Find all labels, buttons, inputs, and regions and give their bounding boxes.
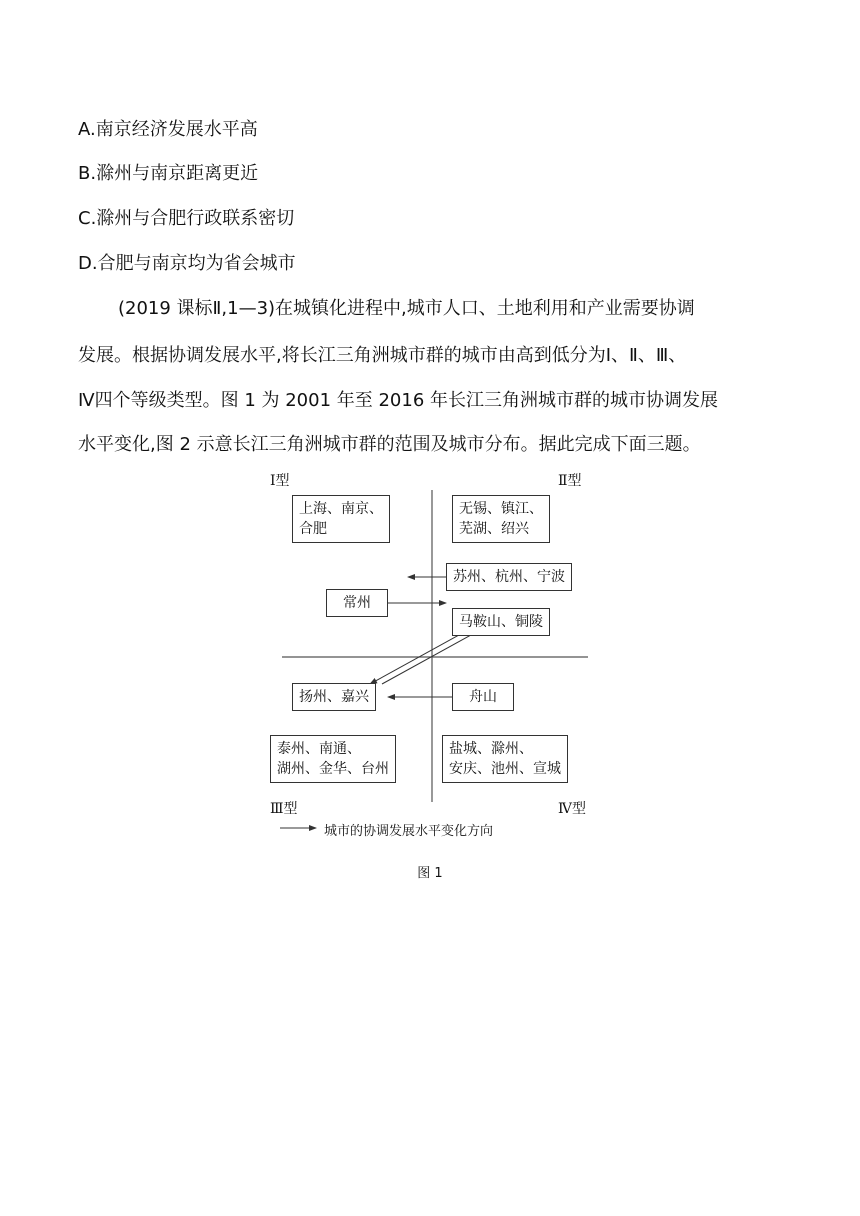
legend-text: 城市的协调发展水平变化方向 (324, 824, 494, 839)
box-yangzhou: 扬州、嘉兴 (292, 683, 376, 711)
type-4-label: Ⅳ型 (558, 801, 586, 817)
box-changzhou: 常州 (326, 589, 388, 617)
box-type-1-cities: 上海、南京、 合肥 (292, 495, 390, 543)
type-2-label: Ⅱ型 (558, 473, 582, 489)
box-suzhou: 苏州、杭州、宁波 (446, 563, 572, 591)
intro-line-1: (2019 课标Ⅱ,1—3)在城镇化进程中,城市人口、土地利用和产业需要协调 (118, 298, 695, 319)
intro-line-4: 水平变化,图 2 示意长江三角洲城市群的范围及城市分布。据此完成下面三题。 (78, 434, 701, 455)
option-c: C.滁州与合肥行政联系密切 (78, 208, 295, 229)
figure-caption: 图 1 (417, 866, 443, 881)
box-zhoushan: 舟山 (452, 683, 514, 711)
option-b: B.滁州与南京距离更近 (78, 163, 259, 184)
option-d: D.合肥与南京均为省会城市 (78, 253, 296, 274)
box-type-4-cities: 盐城、滁州、 安庆、池州、宣城 (442, 735, 568, 783)
figure-1 (262, 462, 602, 842)
type-3-label: Ⅲ型 (270, 801, 298, 817)
box-type-3-cities: 泰州、南通、 湖州、金华、台州 (270, 735, 396, 783)
box-maanshan: 马鞍山、铜陵 (452, 608, 550, 636)
intro-line-3: Ⅳ四个等级类型。图 1 为 2001 年至 2016 年长江三角洲城市群的城市协调发展 (78, 390, 719, 411)
box-type-2-cities: 无锡、镇江、 芜湖、绍兴 (452, 495, 550, 543)
type-1-label: Ⅰ型 (270, 473, 290, 489)
intro-line-2: 发展。根据协调发展水平,将长江三角洲城市群的城市由高到低分为Ⅰ、Ⅱ、Ⅲ、 (78, 345, 687, 366)
option-a: A.南京经济发展水平高 (78, 119, 258, 140)
